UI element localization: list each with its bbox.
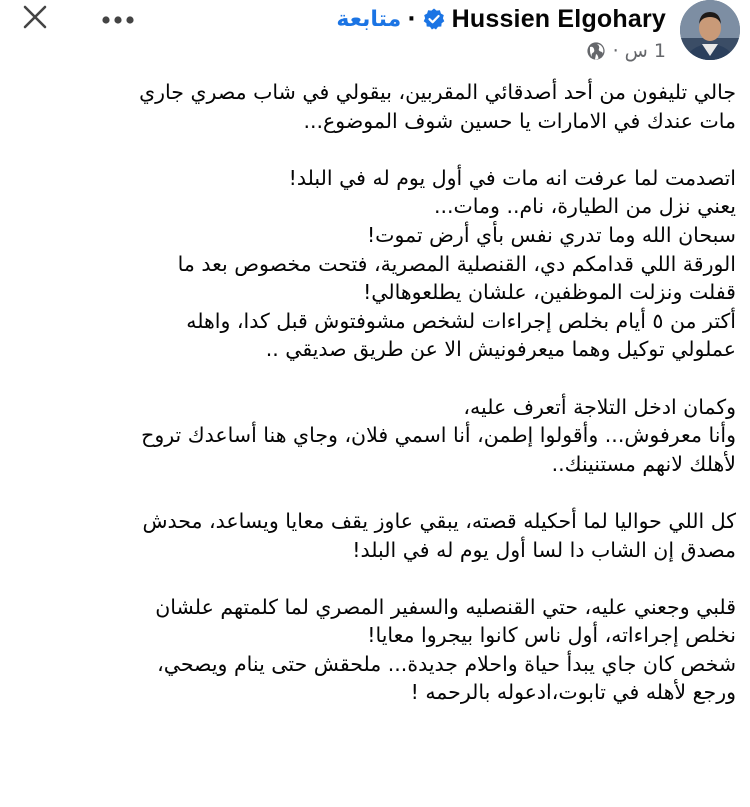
more-options-icon — [101, 10, 135, 29]
post-line: مصدق إن الشاب دا لسا أول يوم له في البلد! — [352, 537, 736, 562]
author-row — [336, 2, 666, 36]
post-paragraph — [16, 164, 736, 364]
author-name[interactable]: Hussien Elgohary — [451, 4, 666, 33]
post-line: أكتر من ٥ أيام بخلص إجراءات لشخص مشوفتوش قبل كدا، واهله — [186, 308, 736, 333]
post-line: كل اللي حواليا لما أحكيله قصته، يبقي عاوز يقف معايا ويساعد، محدش — [142, 508, 736, 533]
post-line: قفلت ونزلت الموظفين، علشان يطلعوهالي! — [363, 280, 736, 305]
post-paragraph — [16, 78, 736, 135]
close-button[interactable] — [18, 2, 52, 36]
post-line: قلبي وجعني عليه، حتي القنصليه والسفير المصري لما كلمتهم علشان — [155, 594, 736, 619]
post-line: نخلص إجراءاته، أول ناس كانوا بيجروا معايا! — [367, 623, 736, 648]
close-icon — [21, 3, 49, 35]
meta-separator: · — [612, 40, 619, 62]
post-line: يعني نزل من الطيارة، نام.. ومات... — [433, 194, 736, 219]
post-text — [16, 78, 736, 736]
post-line: الورقة اللي قدامكم دي، القنصلية المصرية، فتحت مخصوص بعد ما — [177, 251, 736, 276]
more-options-button[interactable] — [98, 10, 138, 28]
globe-icon — [585, 40, 607, 62]
verified-badge-icon — [422, 7, 446, 31]
post-line: جالي تليفون من أحد أصدقائي المقربين، بيقولي في شاب مصري جاري — [139, 80, 736, 104]
post-line: عملولي توكيل وهما ميعرفونيش الا عن طريق صديقي .. — [265, 337, 736, 362]
post-line: لأهلك لانهم مستنينك.. — [551, 451, 736, 476]
header-separator: · — [407, 6, 416, 32]
post-line: وكمان ادخل التلاجة أتعرف عليه، — [463, 394, 736, 419]
avatar[interactable] — [680, 0, 740, 60]
post-line: وأنا معرفوش... وأقولوا إطمن، أنا اسمي فلان، وجاي هنا أساعدك تروح — [141, 423, 736, 448]
post-line: مات عندك في الامارات يا حسين شوف الموضوع... — [303, 108, 736, 133]
post-paragraph — [16, 393, 736, 479]
follow-button[interactable]: متابعة — [336, 6, 402, 32]
post-line: ورجع لأهله في تابوت،ادعوله بالرحمه ! — [410, 680, 736, 705]
post-paragraph — [16, 593, 736, 707]
post-line: اتصدمت لما عرفت انه مات في أول يوم له في البلد! — [288, 165, 736, 190]
post-line: سبحان الله وما تدري نفس بأي أرض تموت! — [366, 222, 736, 247]
post-line: شخص كان جاي يبدأ حياة واحلام جديدة... ملحقش حتى ينام ويصحي، — [157, 651, 736, 676]
post-meta — [585, 38, 666, 64]
post-header — [0, 0, 750, 80]
post-paragraph — [16, 507, 736, 564]
post-timestamp[interactable]: 1 س — [624, 40, 666, 62]
